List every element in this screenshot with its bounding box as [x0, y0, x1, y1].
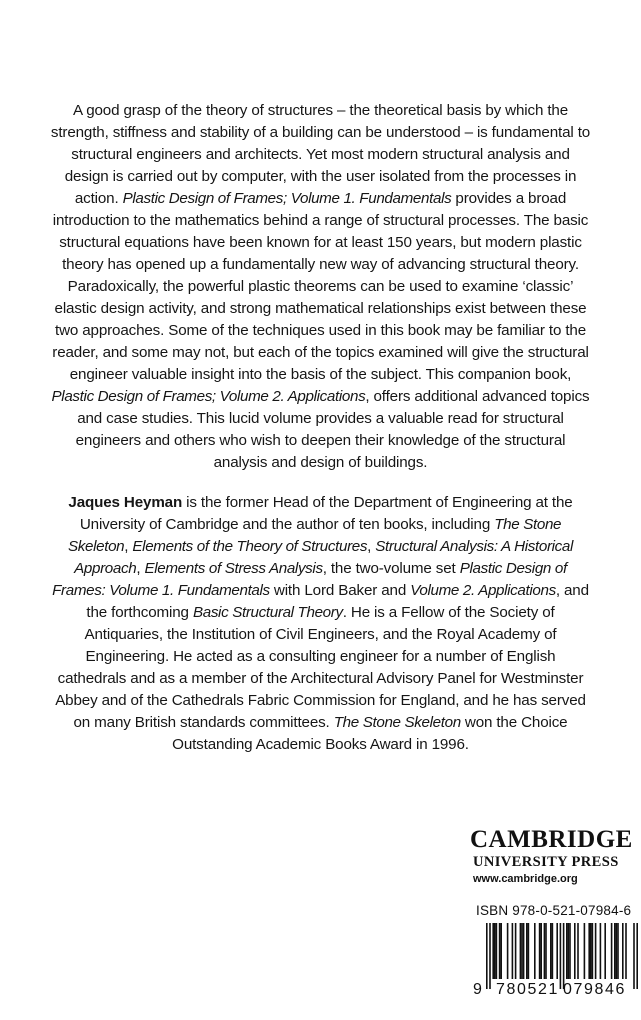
barcode-bar: [545, 923, 547, 979]
description-text: provides a broad introduction to the mathematics behind a range of structural processes. The basic structural equations have been known for at least 150 years, but modern plastic theory has opened up a fundamentally new way of advancing structural theory. Paradoxically, the powerful plastic theorems can be used to examine ‘classic’ elastic design activity, and strong mathematical relationships exist between these two approaches. Some of the techniques used in this book may be familiar to the reader, and some may not, but each of the topics examined will give the structural engineer valuable insight into the basis of the subject. This companion book,: [52, 190, 589, 383]
publisher-imprint: [470, 826, 641, 886]
barcode-bar: [616, 923, 618, 979]
barcode-bar: [496, 923, 498, 979]
barcode-bar: [500, 923, 502, 979]
barcode-bar: [528, 923, 530, 979]
barcode-bar: [636, 923, 638, 989]
barcode-bar: [595, 923, 597, 979]
barcode-bar: [590, 923, 592, 979]
description-text: , offers additional advanced topics and case studies. This lucid volume provides a valuable read for structural engineers and others who wish to deepen their knowledge of the structural analysis and design of buildings.: [75, 388, 590, 471]
book-title: Plastic Design of Frames: Volume 1. Fundamentals: [52, 560, 567, 599]
barcode-bar: [633, 923, 635, 989]
barcode-bar: [588, 923, 590, 979]
book-title: Volume 2. Applications: [410, 582, 556, 599]
barcode-bar: [499, 923, 501, 979]
barcode-bar: [625, 923, 627, 979]
book-title: Basic Structural Theory: [192, 604, 343, 621]
barcode-bar: [534, 923, 536, 979]
barcode-bar: [614, 923, 616, 979]
barcode-bar: [568, 923, 570, 979]
barcode-bar: [569, 923, 571, 979]
author-name: Jaques Heyman: [68, 494, 183, 511]
publisher-url: www.cambridge.org: [473, 873, 578, 885]
bio-text: won the Choice Outstanding Academic Books Award in 1996.: [172, 714, 568, 753]
barcode-bar: [611, 923, 613, 979]
barcode-bar: [574, 923, 576, 979]
barcode-bar: [526, 923, 528, 979]
author-bio: [50, 492, 591, 756]
book-title-volume-2: Plastic Design of Frames; Volume 2. Applications: [51, 388, 366, 405]
publisher-subtitle: UNIVERSITY PRESS: [473, 854, 619, 870]
book-title: Elements of Stress Analysis: [144, 560, 323, 577]
barcode-bar: [617, 923, 619, 979]
book-title-volume-1: Plastic Design of Frames; Volume 1. Fundamentals: [122, 190, 452, 207]
barcode-bar: [592, 923, 594, 979]
book-title: Elements of the Theory of Structures: [132, 538, 368, 555]
barcode-bar: [566, 923, 568, 979]
barcode-bar: [577, 923, 579, 979]
barcode-bar: [563, 923, 565, 989]
bio-text: ,: [367, 538, 376, 555]
barcode-bar: [523, 923, 525, 979]
book-title: The Stone Skeleton: [333, 714, 461, 731]
barcode-bar: [622, 923, 624, 979]
bio-text: . He is a Fellow of the Society of Antiquaries, the Institution of Civil Engineers, and the Royal Academy of Engineering. He acted as a consulting engineer for a number of English cathedrals and as a member of the Architectural Advisory Panel for Westminster Abbey and of the Cathedrals Fabric Commission for England, and he has served on many British standards committees.: [55, 604, 586, 731]
barcode-block: [467, 903, 641, 1011]
barcode-bar: [489, 923, 491, 989]
barcode-bar: [520, 923, 522, 979]
publisher-name: CAMBRIDGE: [470, 826, 633, 853]
barcode-bar: [492, 923, 494, 979]
barcode-bar: [515, 923, 517, 979]
bio-text: is the former Head of the Department of Engineering at the University of Cambridge and the author of ten books, including: [79, 494, 573, 533]
barcode-bar: [600, 923, 602, 979]
bio-text: , the two-volume set: [322, 560, 460, 577]
barcode-digit-first: 9: [473, 981, 482, 998]
bio-text: with Lord Baker and: [269, 582, 411, 599]
bio-text: , and the forthcoming: [86, 582, 589, 621]
barcode-bar: [507, 923, 509, 979]
barcode-bar: [544, 923, 546, 979]
barcode-bar: [552, 923, 554, 979]
barcode-bar: [560, 923, 562, 989]
barcode-digits-left: 780521: [496, 981, 559, 998]
barcode-bar: [539, 923, 541, 979]
barcode-bar: [512, 923, 514, 979]
bio-text: ,: [136, 560, 145, 577]
book-title: The Stone Skeleton: [67, 516, 562, 555]
barcode-bar: [494, 923, 496, 979]
isbn-label: ISBN 978-0-521-07984-6: [476, 903, 632, 918]
barcode-bar: [550, 923, 552, 979]
barcode-bar: [486, 923, 488, 989]
bio-text: ,: [124, 538, 133, 555]
barcode-bar: [584, 923, 586, 979]
barcode-bar: [540, 923, 542, 979]
barcode-icon: [467, 923, 641, 989]
barcode-bar: [521, 923, 523, 979]
barcode-digits-right: 079846: [563, 981, 626, 998]
description-text: A good grasp of the theory of structures – the theoretical basis by which the strength, stiffness and stability of a building can be understood – is fundamental to structural engineers and architects. Yet most modern structural analysis and design is carried out by computer, with the user isolated from the processes in action.: [50, 102, 591, 207]
barcode-bar: [604, 923, 606, 979]
book-title: Structural Analysis: A Historical Approach: [74, 538, 574, 577]
barcode-bar: [556, 923, 558, 979]
book-description: [50, 100, 591, 474]
